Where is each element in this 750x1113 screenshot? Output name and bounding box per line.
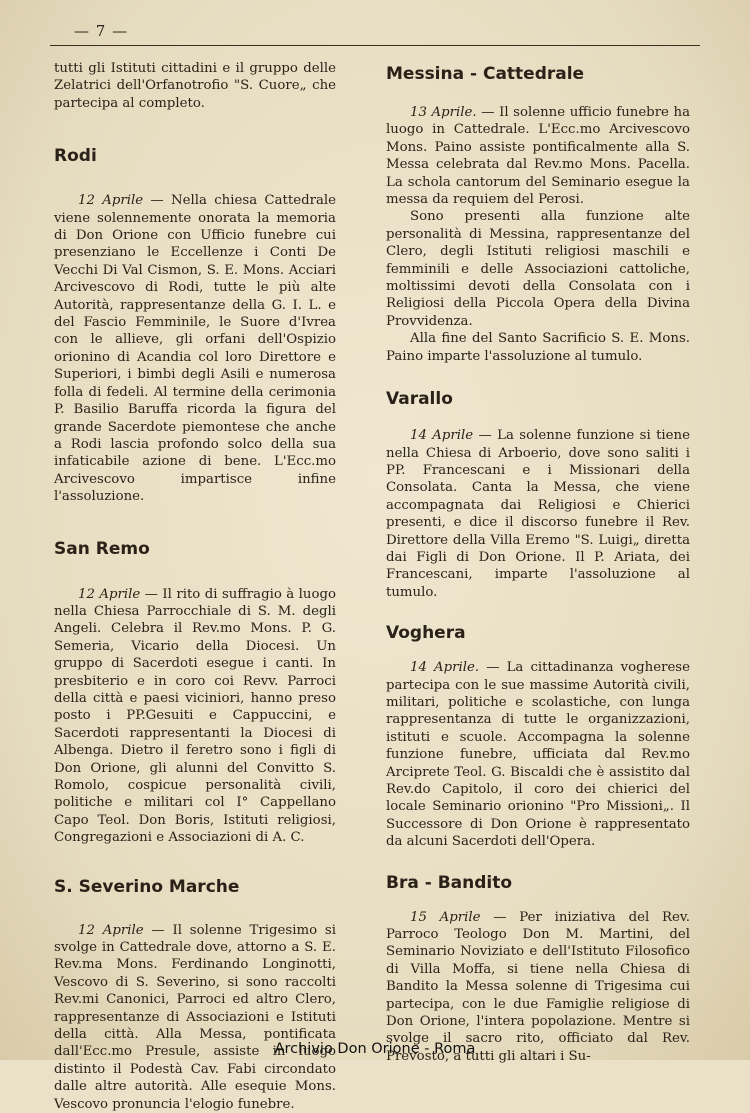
section-date: 12 Aprile xyxy=(78,586,141,602)
section-text: — Il solenne Trigesimo si svolge in Cattedrale dove, attorno a S. E. Rev.ma Mons. Ferdinando Longinotti, Vescovo di S. Severino, si sono raccolti Rev.mi Canonici, Parroci ed altro Clero, rappresentanze di Associazioni e Istituti della città. Alla Messa, pontificata dall'Ecc.mo Presule, assiste in luogo distinto il Podestà Cav. Fabi circondato dalle altre autorità. Alle esequie Mons. Vescovo pronuncia l'elogio funebre. xyxy=(54,922,336,1112)
section-date: 12 Aprile xyxy=(78,922,144,938)
section-date: 13 Aprile. xyxy=(410,105,477,120)
header-rule xyxy=(50,45,700,46)
section-text: — Nella chiesa Cattedrale viene solennemente onorata la memoria di Don Orione con Ufficio funebre cui presenziano le Eccellenze i Conti De Vecchi Di Val Cismon, S. E. Mons. Acciari Arcivescovo di Rodi, tutte le più alte Autorità, rappresentanze della G. I. L. e del Fascio Femminile, le Suore d'Ivrea con le allieve, gli orfani dell'Ospizio orionino di Acandia col loro Direttore e Superiori, i bimbi degli Asili e numerosa folla di fedeli. Al termine della cerimonia P. Basilio Baruffa ricorda la figura del grande Sacerdote piemontese che anche a Rodi lascia profondo solco della sua infaticabile azione di bene. L'Ecc.mo Arcivescovo impartisce infine l'assoluzione. xyxy=(54,193,336,505)
right-column xyxy=(386,64,690,1065)
section-body-varallo xyxy=(386,427,690,601)
section-title-rodi: Rodi xyxy=(54,146,97,167)
section-date: 14 Aprile. xyxy=(410,660,480,676)
section-title-s-severino-marche: S. Severino Marche xyxy=(54,876,240,897)
archive-watermark: Archivio Don Orione - Roma xyxy=(274,1041,476,1057)
page-number: — 7 — xyxy=(74,22,129,40)
section-body-voghera xyxy=(386,659,690,850)
section-title-san-remo: San Remo xyxy=(54,538,150,559)
section-date: 15 Aprile xyxy=(410,909,481,925)
section-body-san-remo xyxy=(54,586,336,847)
section-body-messina-3: Alla fine del Santo Sacrificio S. E. Mons. Paino imparte l'assoluzione al tumulo. xyxy=(386,331,690,364)
section-text: — Il rito di suffragio à luogo nella Chiesa Parrocchiale di S. M. degli Angeli. Celebra il Rev.mo Mons. P. G. Semeria, Vicario della Diocesi. Un gruppo di Sacerdoti esegue i canti. In presbiterio e in coro coi Revv. Parroci della città e paesi viciniori, hanno preso posto i PP.Gesuiti e Cappuccini, e Sacerdoti rappresentanti la Diocesi di Albenga. Dietro il feretro sono i figli di Don Orione, gli alunni del Convitto S. Romolo, cospicue personalità civili, politiche e militari col I° Cappellano Capo Teol. Don Boris, Istituti religiosi, Congregazioni e Associazioni di A. C. xyxy=(54,586,336,846)
section-title-voghera: Voghera xyxy=(386,623,466,644)
section-body-messina-1 xyxy=(386,104,690,208)
section-body-rodi xyxy=(54,192,336,505)
section-text: — Per iniziativa del Rev. Parroco Teologo Don M. Martini, del Seminario Noviziato e dell'Istituto Filosofico di Villa Moffa, si tiene nella Chiesa di Bandito la Messa solenne di Trigesima cui partecipa, con le due Famiglie religiose di Don Orione, l'intera popolazione. Mentre si svolge il sacro rito, officiato dal Rev. Prevosto, a tutti gli altari i Su- xyxy=(386,909,690,1064)
section-body-messina-2: Sono presenti alla funzione alte personalità di Messina, rappresentanze del Clero, degli Istituti religiosi maschili e femminili e delle Associazioni cattoliche, moltissimi devoti della Consolata con i Religiosi della Piccola Opera della Divina Provvidenza. xyxy=(386,209,690,329)
section-text: — La cittadinanza vogherese partecipa con le sue massime Autorità civili, militari, politiche e scolastiche, con lunga rappresentanza di tutte le organizzazioni, istituti e scuole. Accompagna la solenne funzione funebre, ufficiata dal Rev.mo Arciprete Teol. G. Biscaldi che è assistito dal Rev.do Capitolo, il coro dei chierici del locale Seminario orionino "Pro Missioni„. Il Successore di Don Orione è rappresentato da alcuni Sacerdoti dell'Opera. xyxy=(386,660,690,850)
section-title-messina: Messina - Cattedrale xyxy=(386,64,585,84)
section-text: — Il solenne ufficio funebre ha luogo in Cattedrale. L'Ecc.mo Arcivescovo Mons. Paino assiste pontificalmente alla S. Messa celebrata dal Rev.mo Mons. Pacella. La schola cantorum del Seminario esegue la messa da requiem del Perosi. xyxy=(386,105,691,208)
section-title-bra-bandito: Bra - Bandito xyxy=(386,872,513,893)
section-text: — La solenne funzione si tiene nella Chiesa di Arboerio, dove sono saliti i PP. Francescani e i Missionari della Consolata. Canta la Messa, che viene accompagnata dai Religiosi e Chierici presenti, e dice il discorso funebre il Rev. Direttore della Villa Eremo "S. Luigi„ diretta dai Figli di Don Orione. Il P. Ariata, dei Francescani, imparte l'assoluzione al tumulo. xyxy=(386,428,690,600)
intro-paragraph: tutti gli Istituti cittadini e il gruppo delle Zelatrici dell'Orfanotrofio "S. Cuore„ che partecipa al completo. xyxy=(54,61,336,111)
section-date: 14 Aprile xyxy=(410,428,474,444)
section-body-s-severino-marche xyxy=(54,922,336,1113)
left-column xyxy=(54,60,336,1113)
section-date: 12 Aprile xyxy=(78,193,144,209)
section-title-varallo: Varallo xyxy=(386,389,453,410)
